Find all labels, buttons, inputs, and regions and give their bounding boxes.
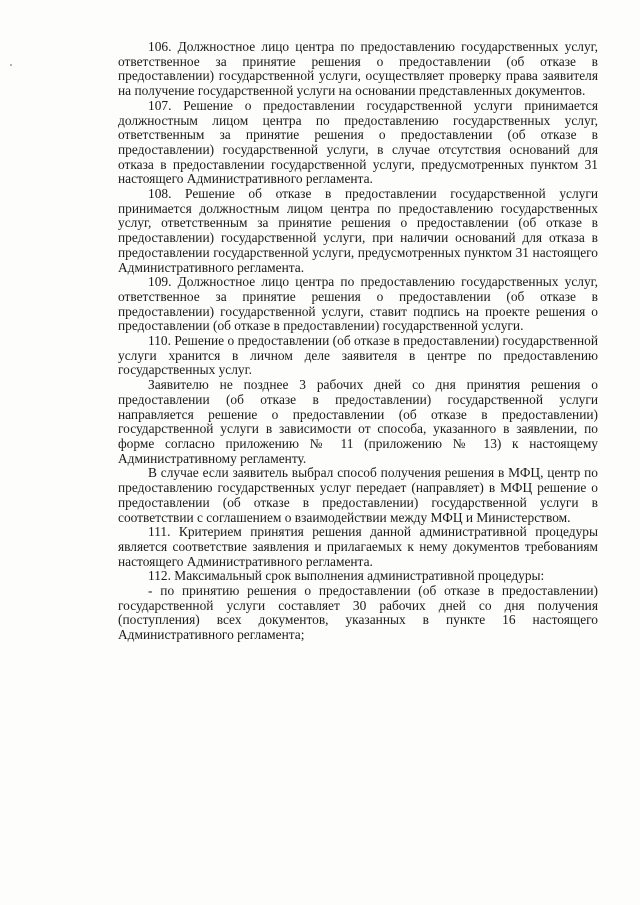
paragraph-106: 106. Должностное лицо центра по предоставлению государственных услуг, ответственное за принятие решения о предоставлении (об отказе в предоставлении) государственной услуги, осуществляет проверку права заявителя на получение государственной услуги на основании представленных документов.: [118, 39, 598, 99]
paragraph-110-mfc: В случае если заявитель выбрал способ получения решения в МФЦ, центр по предоставлению государственных услуг передает (направляет) в МФЦ решение о предоставлении (об отказе в предоставлении) государственной услуги в соответствии с соглашением о взаимодействии между МФЦ и Министерством.: [118, 465, 598, 525]
paragraph-109: 109. Должностное лицо центра по предоставлению государственных услуг, ответственное за принятие решения о предоставлении (об отказе в предоставлении) государственной услуги, ставит подпись на проекте решения о предоставлении (об отказе в предоставлении) государственной услуги.: [118, 274, 598, 334]
scan-speck: [10, 64, 12, 66]
paragraph-110-notification: Заявителю не позднее 3 рабочих дней со дня принятия решения о предоставлении (об отказе в предоставлении) государственной услуги направляется решение о предоставлении (об отказе в предоставлении) государственной услуги в зависимости от способа, указанного в заявлении, по форме согласно приложению № 11 (приложению № 13) к настоящему Административному регламенту.: [118, 377, 598, 466]
paragraph-112: 112. Максимальный срок выполнения административной процедуры:: [148, 568, 545, 584]
paragraph-110: 110. Решение о предоставлении (об отказе в предоставлении) государственной услуги хранится в личном деле заявителя в центре по предоставлению государственных услуг.: [118, 333, 598, 378]
document-body: [118, 40, 598, 643]
paragraph-111: 111. Критерием принятия решения данной административной процедуры является соответствие заявления и прилагаемых к нему документов требованиям настоящего Административного регламента.: [118, 524, 598, 569]
paragraph-112-item: - по принятию решения о предоставлении (об отказе в предоставлении) государственной услуги составляет 30 рабочих дней со дня получения (поступления) всех документов, указанных в пункте 16 настоящего Административного регламента;: [118, 583, 598, 643]
paragraph-107: 107. Решение о предоставлении государственной услуги принимается должностным лицом центра по предоставлению государственных услуг, ответственным за принятие решения о предоставлении (об отказе в предоставлении) государственной услуги, в случае отсутствия оснований для отказа в предоставлении государственной услуги, предусмотренных пунктом 31 настоящего Административного регламента.: [118, 97, 598, 187]
paragraph-108: 108. Решение об отказе в предоставлении государственной услуги принимается должностным лицом центра по предоставлению государственных услуг, ответственным за принятие решения о предоставлении (об отказе в предоставлении) государственной услуги, при наличии оснований для отказа в предоставлении государственной услуги, предусмотренных пунктом 31 настоящего Административного регламента.: [118, 186, 598, 275]
